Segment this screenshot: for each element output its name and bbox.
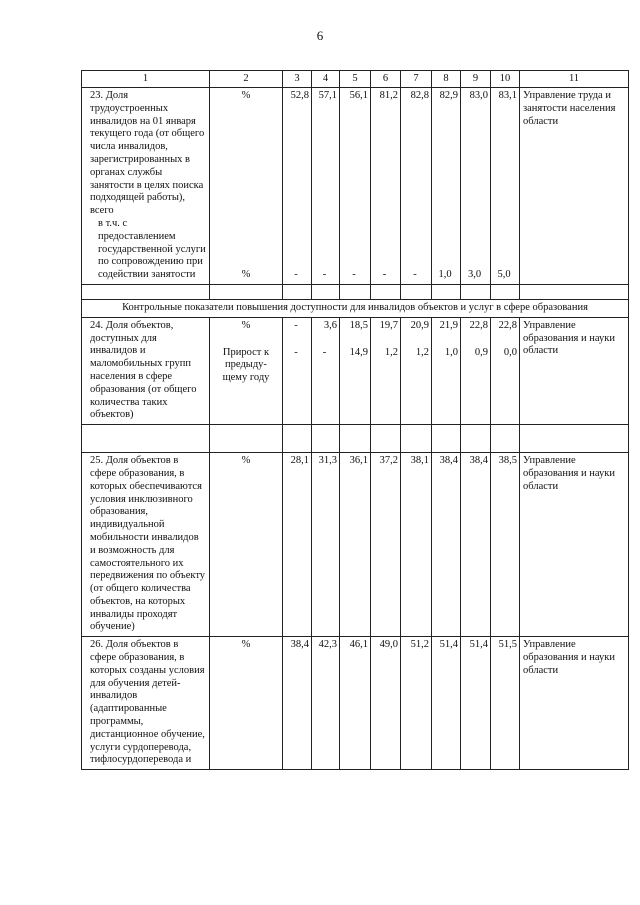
value-cell: 38,1 — [401, 453, 432, 637]
value-cell: 51,4 — [432, 637, 461, 770]
indicator-text: 23. Доля трудоустроенных инвалидов на 01 января текущего года (от общего числа инвалидов, зарегистрированных в органах службы занятости в целях поиска подходящей работы), всего — [90, 90, 205, 217]
indicator-name — [82, 88, 210, 285]
unit-text: % — [241, 90, 251, 101]
value-cell: 81,2 - — [371, 88, 401, 285]
value-cell: 20,9 1,2 — [401, 317, 432, 424]
sub-unit-text: % — [241, 268, 251, 280]
value-cell: 49,0 — [371, 637, 401, 770]
table-row-spacer — [82, 284, 629, 299]
responsible-cell: Управление образования и науки области — [520, 317, 629, 424]
header-cell: 2 — [210, 71, 283, 88]
value-cell: 3,6 - — [312, 317, 340, 424]
value-cell: 18,5 14,9 — [340, 317, 371, 424]
header-cell: 11 — [520, 71, 629, 88]
value-cell: 37,2 — [371, 453, 401, 637]
value-cell: 38,4 — [283, 637, 312, 770]
table-header-row — [82, 71, 629, 88]
value-cell: 22,8 0,0 — [491, 317, 520, 424]
header-cell: 9 — [461, 71, 491, 88]
responsible-cell: Управление труда и занятости населения области — [520, 88, 629, 285]
header-cell: 3 — [283, 71, 312, 88]
unit-cell — [210, 88, 283, 285]
header-cell: 1 — [82, 71, 210, 88]
value-cell: 57,1 - — [312, 88, 340, 285]
table-row — [82, 637, 629, 770]
unit-cell: % — [210, 453, 283, 637]
table-row-spacer — [82, 425, 629, 453]
value-cell: 19,7 1,2 — [371, 317, 401, 424]
indicator-name: 24. Доля объектов, доступных для инвалидов и маломобильных групп населения в сфере образования (от общего количества таких объектов) — [82, 317, 210, 424]
table-row — [82, 317, 629, 424]
value-cell: 82,9 1,0 — [432, 88, 461, 285]
sub-indicator-text: в т.ч. с предоставлением государственной услуги по сопровождению при содействии занятости — [98, 217, 206, 281]
value-cell: 22,8 0,9 — [461, 317, 491, 424]
value-cell: 21,9 1,0 — [432, 317, 461, 424]
value-cell: 38,4 — [432, 453, 461, 637]
responsible-cell: Управление образования и науки области — [520, 637, 629, 770]
value-cell: 31,3 — [312, 453, 340, 637]
unit-text: % — [241, 319, 251, 331]
header-cell: 4 — [312, 71, 340, 88]
value-cell: 46,1 — [340, 637, 371, 770]
value-cell: 38,5 — [491, 453, 520, 637]
unit-cell — [210, 317, 283, 424]
header-cell: 10 — [491, 71, 520, 88]
unit-cell: % — [210, 637, 283, 770]
indicator-name: 25. Доля объектов в сфере образования, в которых обеспечиваются условия инклюзивного образования, индивидуальной мобильности инвалидов и возможность для самостоятельного их передвижения по объекту (от общего количества объектов, на которых инвалиды проходят обучение) — [82, 453, 210, 637]
value-cell: 83,1 5,0 — [491, 88, 520, 285]
value-cell: 42,3 — [312, 637, 340, 770]
header-cell: 7 — [401, 71, 432, 88]
value-cell: 52,8 - — [283, 88, 312, 285]
value-cell: 38,4 — [461, 453, 491, 637]
header-cell: 8 — [432, 71, 461, 88]
table-row — [82, 453, 629, 637]
value-cell: 51,2 — [401, 637, 432, 770]
value-cell: - - — [283, 317, 312, 424]
indicator-name: 26. Доля объектов в сфере образования, в которых созданы условия для обучения детей-инвалидов (адаптированные программы, дистанционное обучение, услуги сурдоперевода, тифлосурдоперевода и — [82, 637, 210, 770]
indicators-table — [81, 70, 629, 770]
value-cell: 83,0 3,0 — [461, 88, 491, 285]
value-cell: 28,1 — [283, 453, 312, 637]
value-cell: 51,4 — [461, 637, 491, 770]
table-row — [82, 88, 629, 285]
header-cell: 5 — [340, 71, 371, 88]
value-cell: 56,1 - — [340, 88, 371, 285]
section-title: Контрольные показатели повышения доступности для инвалидов объектов и услуг в сфере образования — [82, 299, 629, 317]
section-header-row — [82, 299, 629, 317]
unit-increment-text: Прирост к предыду- щему году — [222, 346, 270, 384]
responsible-cell: Управление образования и науки области — [520, 453, 629, 637]
value-cell: 36,1 — [340, 453, 371, 637]
value-cell: 51,5 — [491, 637, 520, 770]
value-cell: 82,8 - — [401, 88, 432, 285]
header-cell: 6 — [371, 71, 401, 88]
page-number: 6 — [316, 28, 324, 43]
